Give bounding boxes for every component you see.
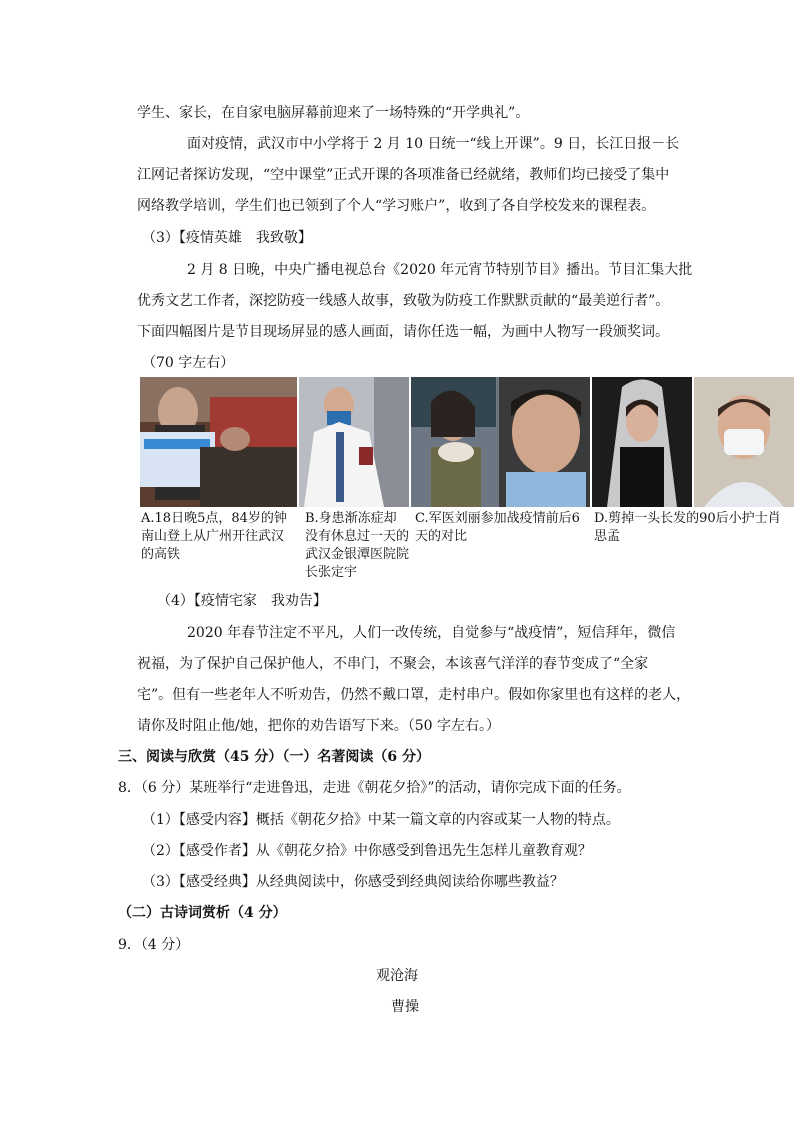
paragraph-line: 下面四幅图片是节目现场屏显的感人画面，请你任选一幅，为画中人物写一段颁奖词。 — [137, 324, 669, 340]
paragraph-line: 优秀文艺工作者，深挖防疫一线感人故事，致敬为防疫工作默默贡献的“最美逆行者”。 — [137, 293, 670, 309]
paragraph-line: 宅”。但有一些老年人不听劝告，仍然不戴口罩，走村串户。假如你家里也有这样的老人， — [137, 687, 691, 703]
section-heading: 三、阅读与欣赏（45 分）（一）名著阅读（6 分） — [118, 749, 430, 765]
question-8-1: （1）【感受内容】概括《朝花夕拾》中某一篇文章的内容或某一人物的特点。 — [142, 812, 620, 828]
question-8-3: （3）【感受经典】从经典阅读中，你感受到经典阅读给你哪些教益？ — [142, 874, 564, 890]
paragraph-line: 2 月 8 日晚，中央广播电视总台《2020 年元宵节特别节目》播出。节目汇集大批 — [187, 262, 693, 278]
question-8-2: （2）【感受作者】从《朝花夕拾》中你感受到鲁迅先生怎样儿童教育观？ — [142, 843, 592, 859]
paragraph-line: 祝福，为了保护自己保护他人，不串门，不聚会，本该喜气洋洋的春节变成了“全家 — [137, 656, 649, 672]
caption-a: A.18日晚5点，84岁的钟南山登上从广州开往武汉的高铁 — [141, 511, 287, 562]
subsection-heading: （二）古诗词赏析（4 分） — [118, 905, 287, 921]
paragraph-tail: 学生、家长，在自家电脑屏幕前迎来了一场特殊的“开学典礼”。 — [137, 105, 530, 121]
question-8: 8．（6 分）某班举行“走进鲁迅，走进《朝花夕拾》”的活动，请你完成下面的任务。 — [118, 780, 631, 796]
photo-row — [140, 377, 794, 507]
question-3-title: （3）【疫情英雄 我致敬】 — [142, 230, 312, 246]
photo-c — [411, 377, 590, 507]
photo-d — [592, 377, 692, 507]
caption-c: C.军医刘丽参加战疫情前后6天的对比 — [415, 511, 580, 544]
paragraph-line: 面对疫情，武汉市中小学将于 2 月 10 日统一“线上开课”。9 日，长江日报－长 — [187, 136, 680, 152]
caption-b: B.身患渐冻症却没有休息过一天的武汉金银潭医院院长张定宇 — [305, 511, 410, 580]
question-9: 9．（4 分） — [118, 937, 190, 953]
caption-d: D.剪掉一头长发的90后小护士肖思孟 — [594, 511, 781, 544]
question-4-title: （4）【疫情宅家 我劝告】 — [157, 593, 327, 609]
paragraph-line: （70 字左右） — [142, 355, 235, 371]
photo-a — [140, 377, 297, 507]
photo-e — [694, 377, 794, 507]
poem-title: 观沧海 — [376, 968, 418, 984]
paragraph-line: 请你及时阻止他/她，把你的劝告语写下来。（50 字左右。） — [137, 718, 500, 734]
poem-author: 曹操 — [391, 999, 419, 1015]
paragraph-line: 江网记者探访发现，“空中课堂”正式开课的各项准备已经就绪，教师们均已接受了集中 — [137, 167, 670, 183]
paragraph-line: 网络教学培训，学生们也已领到了个人“学习账户”，收到了各自学校发来的课程表。 — [137, 198, 656, 214]
paragraph-line: 2020 年春节注定不平凡，人们一改传统，自觉参与“战疫情”，短信拜年，微信 — [187, 625, 676, 641]
photo-b — [299, 377, 409, 507]
